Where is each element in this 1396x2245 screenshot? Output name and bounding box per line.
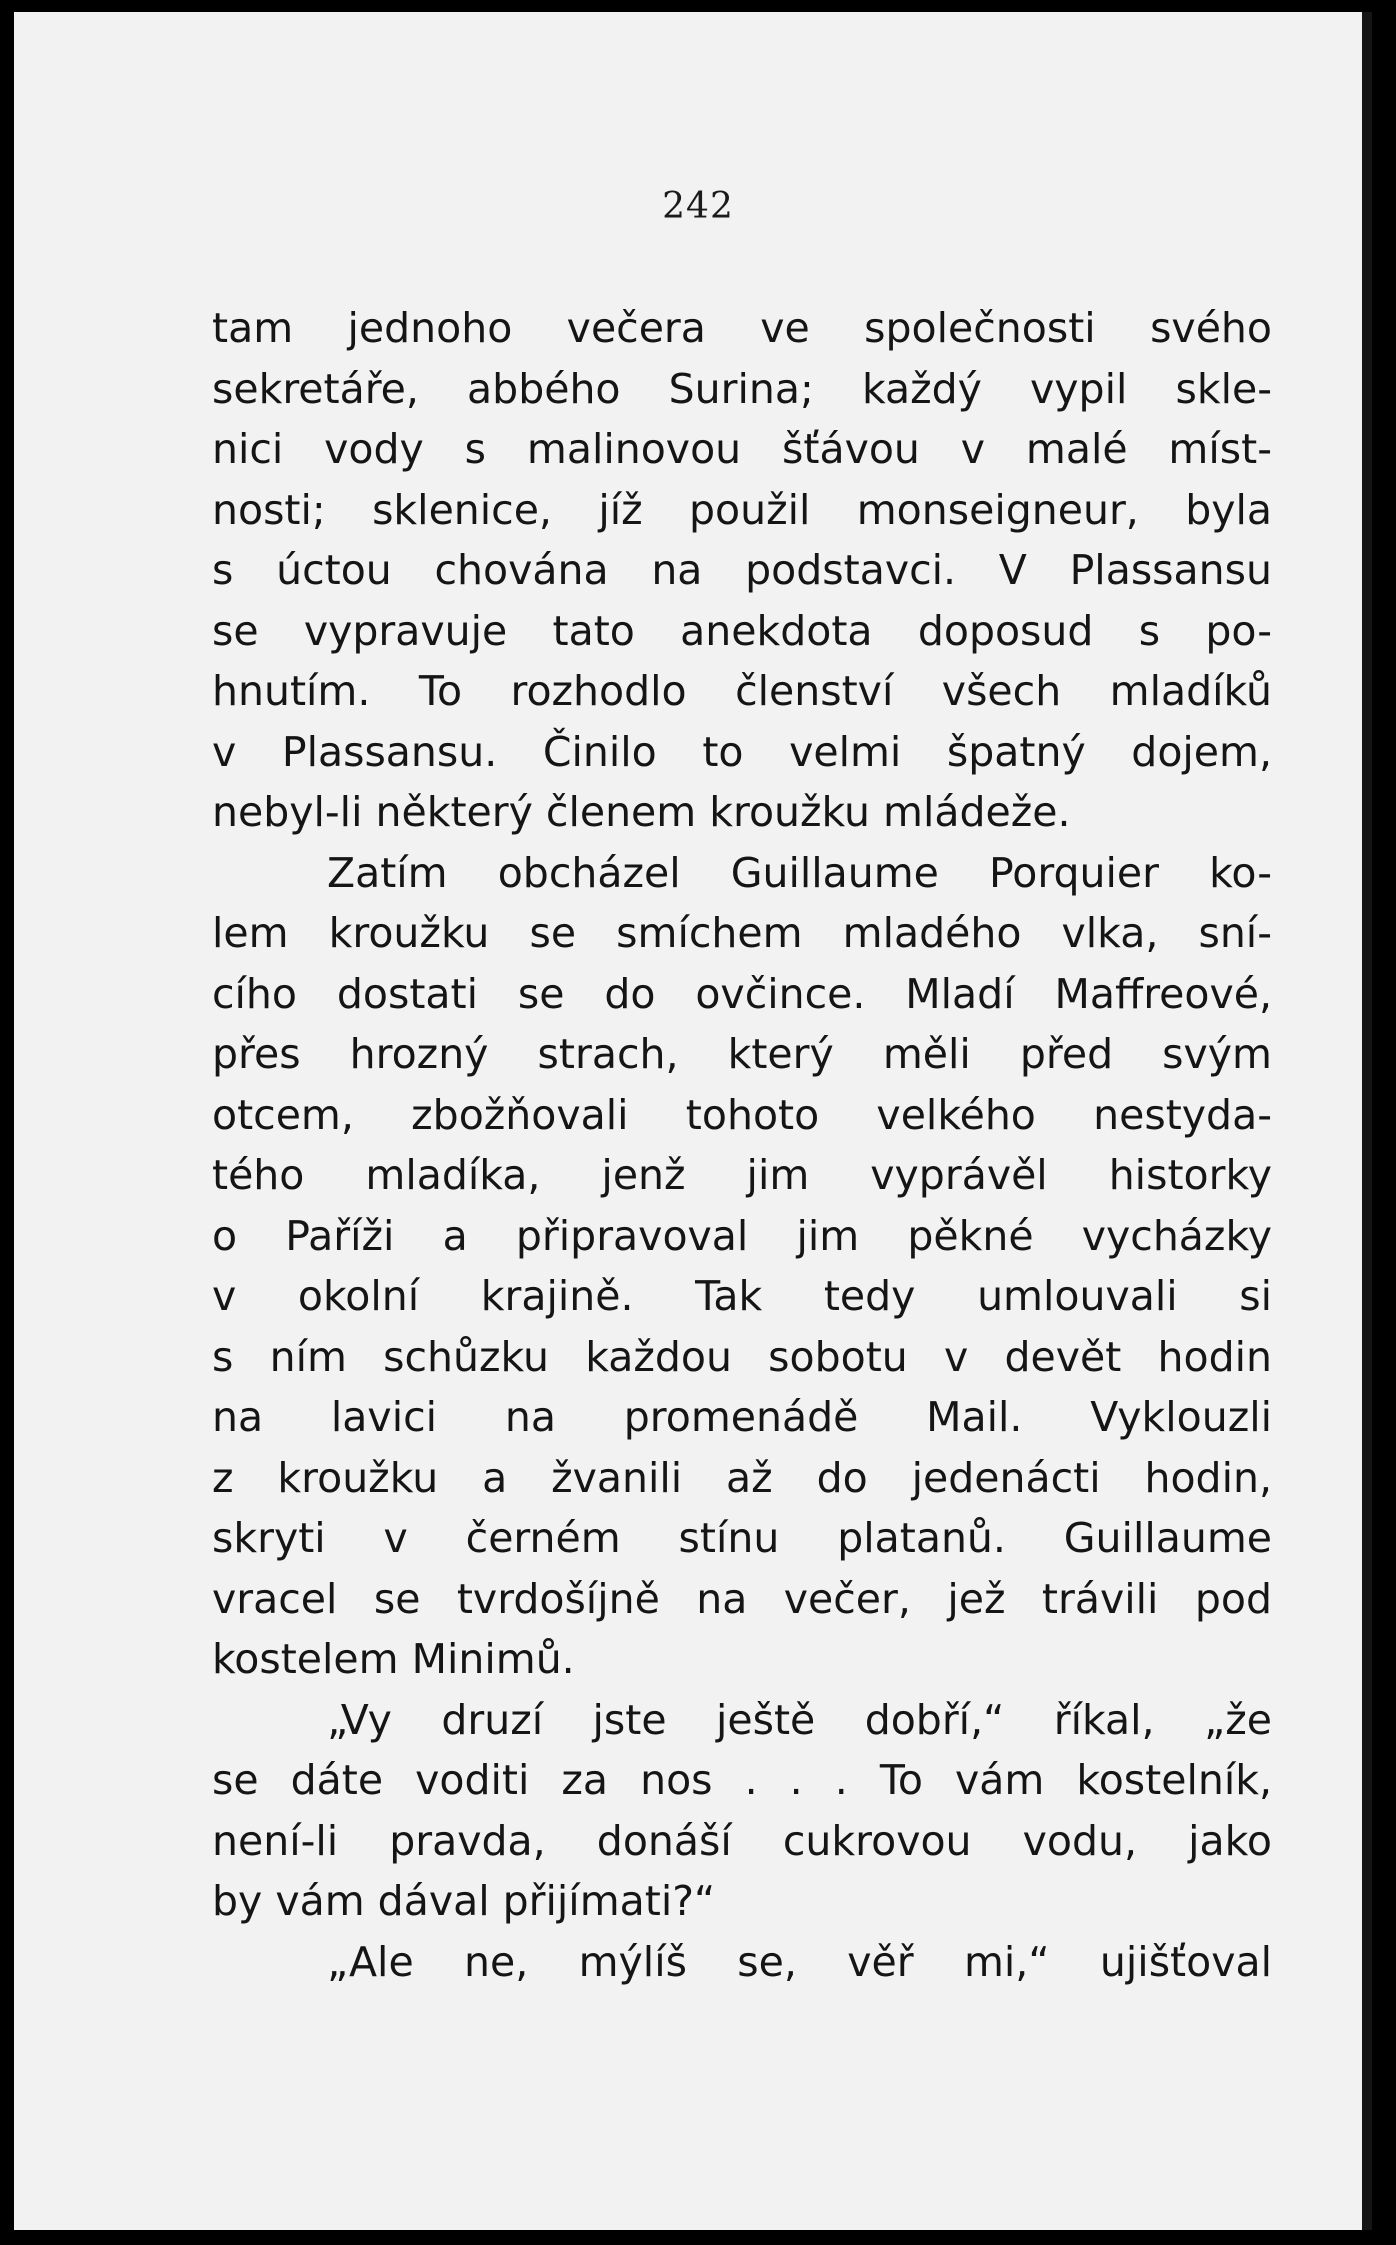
text-line: vracel se tvrdošíjně na večer, jež trávili pod <box>212 1574 1272 1623</box>
page-number: 242 <box>662 186 734 227</box>
text-line: kostelem Minimů. <box>212 1635 575 1683</box>
text-line: v okolní krajině. Tak tedy umlouvali si <box>212 1272 1272 1320</box>
text-line: s ním schůzku každou sobotu v devět hodin <box>212 1332 1272 1381</box>
text-line: tam jednoho večera ve společnosti svého <box>212 304 1272 352</box>
text-line: přes hrozný strach, který měli před svým <box>212 1030 1272 1078</box>
body-text <box>212 298 1272 1992</box>
text-line: hnutím. To rozhodlo členství všech mladíků <box>212 667 1272 715</box>
text-line: s úctou chována na podstavci. V Plassansu <box>212 546 1272 594</box>
text-line: nebyl-li některý členem kroužku mládeže. <box>212 788 1071 836</box>
text-line: není-li pravda, donáší cukrovou vodu, jako <box>212 1816 1272 1865</box>
text-line: nosti; sklenice, jíž použil monseigneur, byla <box>212 485 1272 534</box>
text-line: Zatím obcházel Guillaume Porquier ko- <box>327 848 1272 897</box>
text-line: cího dostati se do ovčince. Mladí Maffreové, <box>212 969 1272 1018</box>
text-line: se vypravuje tato anekdota doposud s po- <box>212 606 1272 655</box>
text-line: nici vody s malinovou šťávou v malé míst- <box>212 425 1272 473</box>
text-line: na lavici na promenádě Mail. Vyklouzli <box>212 1393 1272 1441</box>
text-line: o Paříži a připravoval jim pěkné vycházky <box>212 1211 1272 1260</box>
text-line: otcem, zbožňovali tohoto velkého nestyda- <box>212 1090 1272 1139</box>
text-line: skryti v černém stínu platanů. Guillaume <box>212 1514 1272 1562</box>
text-line: „Ale ne, mýlíš se, věř mi,“ ujišťoval <box>327 1937 1272 1986</box>
text-line: tého mladíka, jenž jim vyprávěl historky <box>212 1151 1272 1199</box>
text-line: se dáte voditi za nos . . . To vám kostelník, <box>212 1756 1272 1804</box>
text-line: z kroužku a žvanili až do jedenácti hodin, <box>212 1453 1272 1502</box>
text-line: lem kroužku se smíchem mladého vlka, sní- <box>212 909 1272 957</box>
text-line: by vám dával přijímati?“ <box>212 1877 716 1925</box>
text-line: „Vy druzí jste ještě dobří,“ říkal, „že <box>327 1695 1272 1744</box>
text-line: v Plassansu. Činilo to velmi špatný dojem, <box>212 727 1272 776</box>
text-line: sekretáře, abbého Surina; každý vypil skle- <box>212 364 1272 413</box>
